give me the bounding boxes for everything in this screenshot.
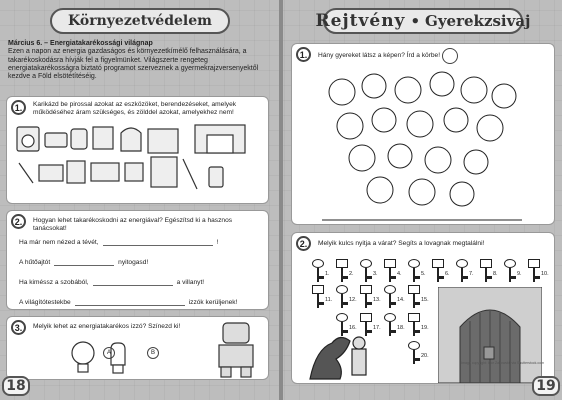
key-17-label: 17. [373,325,381,331]
fill-blank-1[interactable] [103,240,213,246]
key-2[interactable] [336,259,354,279]
laptop-icon [91,163,119,181]
key-18[interactable] [384,313,405,333]
left-page-number: 18 [2,376,30,396]
key-20[interactable] [408,341,429,361]
left-page [0,0,279,400]
fill-blank-4[interactable] [75,300,185,306]
key-7[interactable] [456,259,474,279]
banner-subtitle: Gyerekzsivaj [425,12,531,30]
key-10[interactable] [528,259,549,279]
left-page-title: Környezetvédelem [50,8,230,34]
key-15-label: 15. [421,297,429,303]
key-13[interactable] [360,285,381,305]
key-19-label: 19. [421,325,429,331]
key-16-label: 16. [349,325,357,331]
key-11[interactable] [312,285,333,305]
key-19[interactable] [408,313,429,333]
key-3[interactable] [360,259,378,279]
appliance-illustrations [13,123,263,203]
fill-blank-3[interactable] [93,280,173,286]
key-6[interactable] [432,259,450,279]
key-3-label: 3. [373,271,378,277]
fill-line-1 [19,239,218,246]
exercise-3-question: Melyik lehet az energiatakarékos izzó? Színezd ki! [33,323,181,330]
fill-line-1-before: Ha már nem nézed a tévét, [19,239,99,246]
exercise-1-panel [6,96,269,204]
key-10-label: 10. [541,271,549,277]
key-9[interactable] [504,259,522,279]
intro-text-block [6,40,268,92]
phone-icon [125,163,143,181]
fill-line-4-after: izzók kerüljenek! [188,299,238,306]
exercise-3-number: 3. [11,320,26,335]
exercise-3-panel [6,316,269,380]
fill-line-2 [19,259,148,266]
exercise-2-question: Hogyan lehet takarékoskodni az energiával? Egészítsd ki a hasznos tanácsokat! [33,217,233,232]
tv-icon [93,127,113,149]
castle-gate-illustration [438,287,542,383]
key-12[interactable] [336,285,357,305]
right-page [283,0,562,400]
robot-illustration [211,321,265,379]
fill-line-3 [19,279,204,286]
lamp-icon [121,128,141,151]
key-7-label: 7. [469,271,474,277]
key-9-label: 9. [517,271,522,277]
fill-line-2-after: nyitogasd! [118,259,149,266]
broom-icon [183,159,197,189]
intro-title: Március 6. – Energiatakarékossági világnap [8,40,153,47]
key-8-label: 8. [493,271,498,277]
puzzle-2-panel [291,232,555,384]
key-14-label: 14. [397,297,405,303]
key-18-label: 18. [397,325,405,331]
right-page-number: 19 [532,376,560,396]
mixer-icon [67,161,85,183]
key-12-label: 12. [349,297,357,303]
key-5-label: 5. [421,271,426,277]
keyhole-lock-icon [484,347,494,359]
key-5[interactable] [408,259,426,279]
incandescent-bulb-icon [72,342,94,364]
fill-line-1-after: ! [216,239,219,246]
fill-line-3-before: Ha kiméssz a szobából, [19,279,89,286]
exercise-1-number: 1. [11,100,26,115]
radio-icon [45,133,67,147]
exercise-2-number: 2. [11,214,26,229]
fill-blank-2[interactable] [54,260,114,266]
puzzle-1-panel [291,43,555,225]
key-11-label: 11. [325,297,333,303]
puzzle-2-question: Melyik kulcs nyitja a várat? Segíts a lovagnak megtalálni! [318,240,485,247]
exercise-2-panel [6,210,269,310]
bulb-b-label[interactable]: B [147,347,159,359]
fill-line-4-before: A világítótestekbe [19,299,71,306]
key-2-label: 2. [349,271,354,277]
bulb-a-label[interactable]: A [103,347,115,359]
vacuum-icon [148,129,178,153]
key-6-label: 6. [445,271,450,277]
spoon-icon [19,163,33,183]
image-credit: Image copyright: Igor Zakowski, via Shutterstock.com [461,361,544,365]
key-4-label: 4. [397,271,402,277]
exercise-1-question: Karikázd be pirossal azokat az eszközöket, berendezéseket, amelyek működéséhez áram szükséges, és zölddel azokat, amelyekhez nem! [33,101,237,116]
key-20-label: 20. [421,353,429,359]
key-14[interactable] [384,285,405,305]
banner-word: Rejtvény [315,11,406,31]
key-1-label: 1. [325,271,330,277]
key-15[interactable] [408,285,429,305]
puzzle-1-question: Hány gyereket látsz a képen? Írd a körbe! [318,52,441,59]
right-page-title [315,8,531,34]
dragon-knight-illustration [306,329,376,383]
puzzle-2-number: 2. [296,236,311,251]
toaster-icon [39,165,63,181]
key-8[interactable] [480,259,498,279]
intro-paragraph: Ezen a napon az energia gazdaságos és környezetkímélő felhasználására, a takarékoskodásra hívják fel a figyelmünket. Világszerte rengeteg energiatakarékosságra biztató programot szerveznek a gyermekrajzversenyektől kezdve a Föld elsötétítéséig. [8,48,259,81]
banner-bullet: • [410,12,421,30]
fill-line-2-before: A hűtőajtót [19,259,51,266]
stove-icon [151,157,177,187]
key-4[interactable] [384,259,402,279]
answer-circle[interactable] [442,48,458,64]
key-13-label: 13. [373,297,381,303]
kettle-icon [71,129,87,149]
puzzle-1-number: 1. [296,47,311,62]
key-1[interactable] [312,259,330,279]
fill-line-3-after: a villanyt! [176,279,205,286]
lantern-icon [209,167,223,187]
fill-line-4 [19,299,237,306]
children-crowd-illustration [322,70,522,222]
